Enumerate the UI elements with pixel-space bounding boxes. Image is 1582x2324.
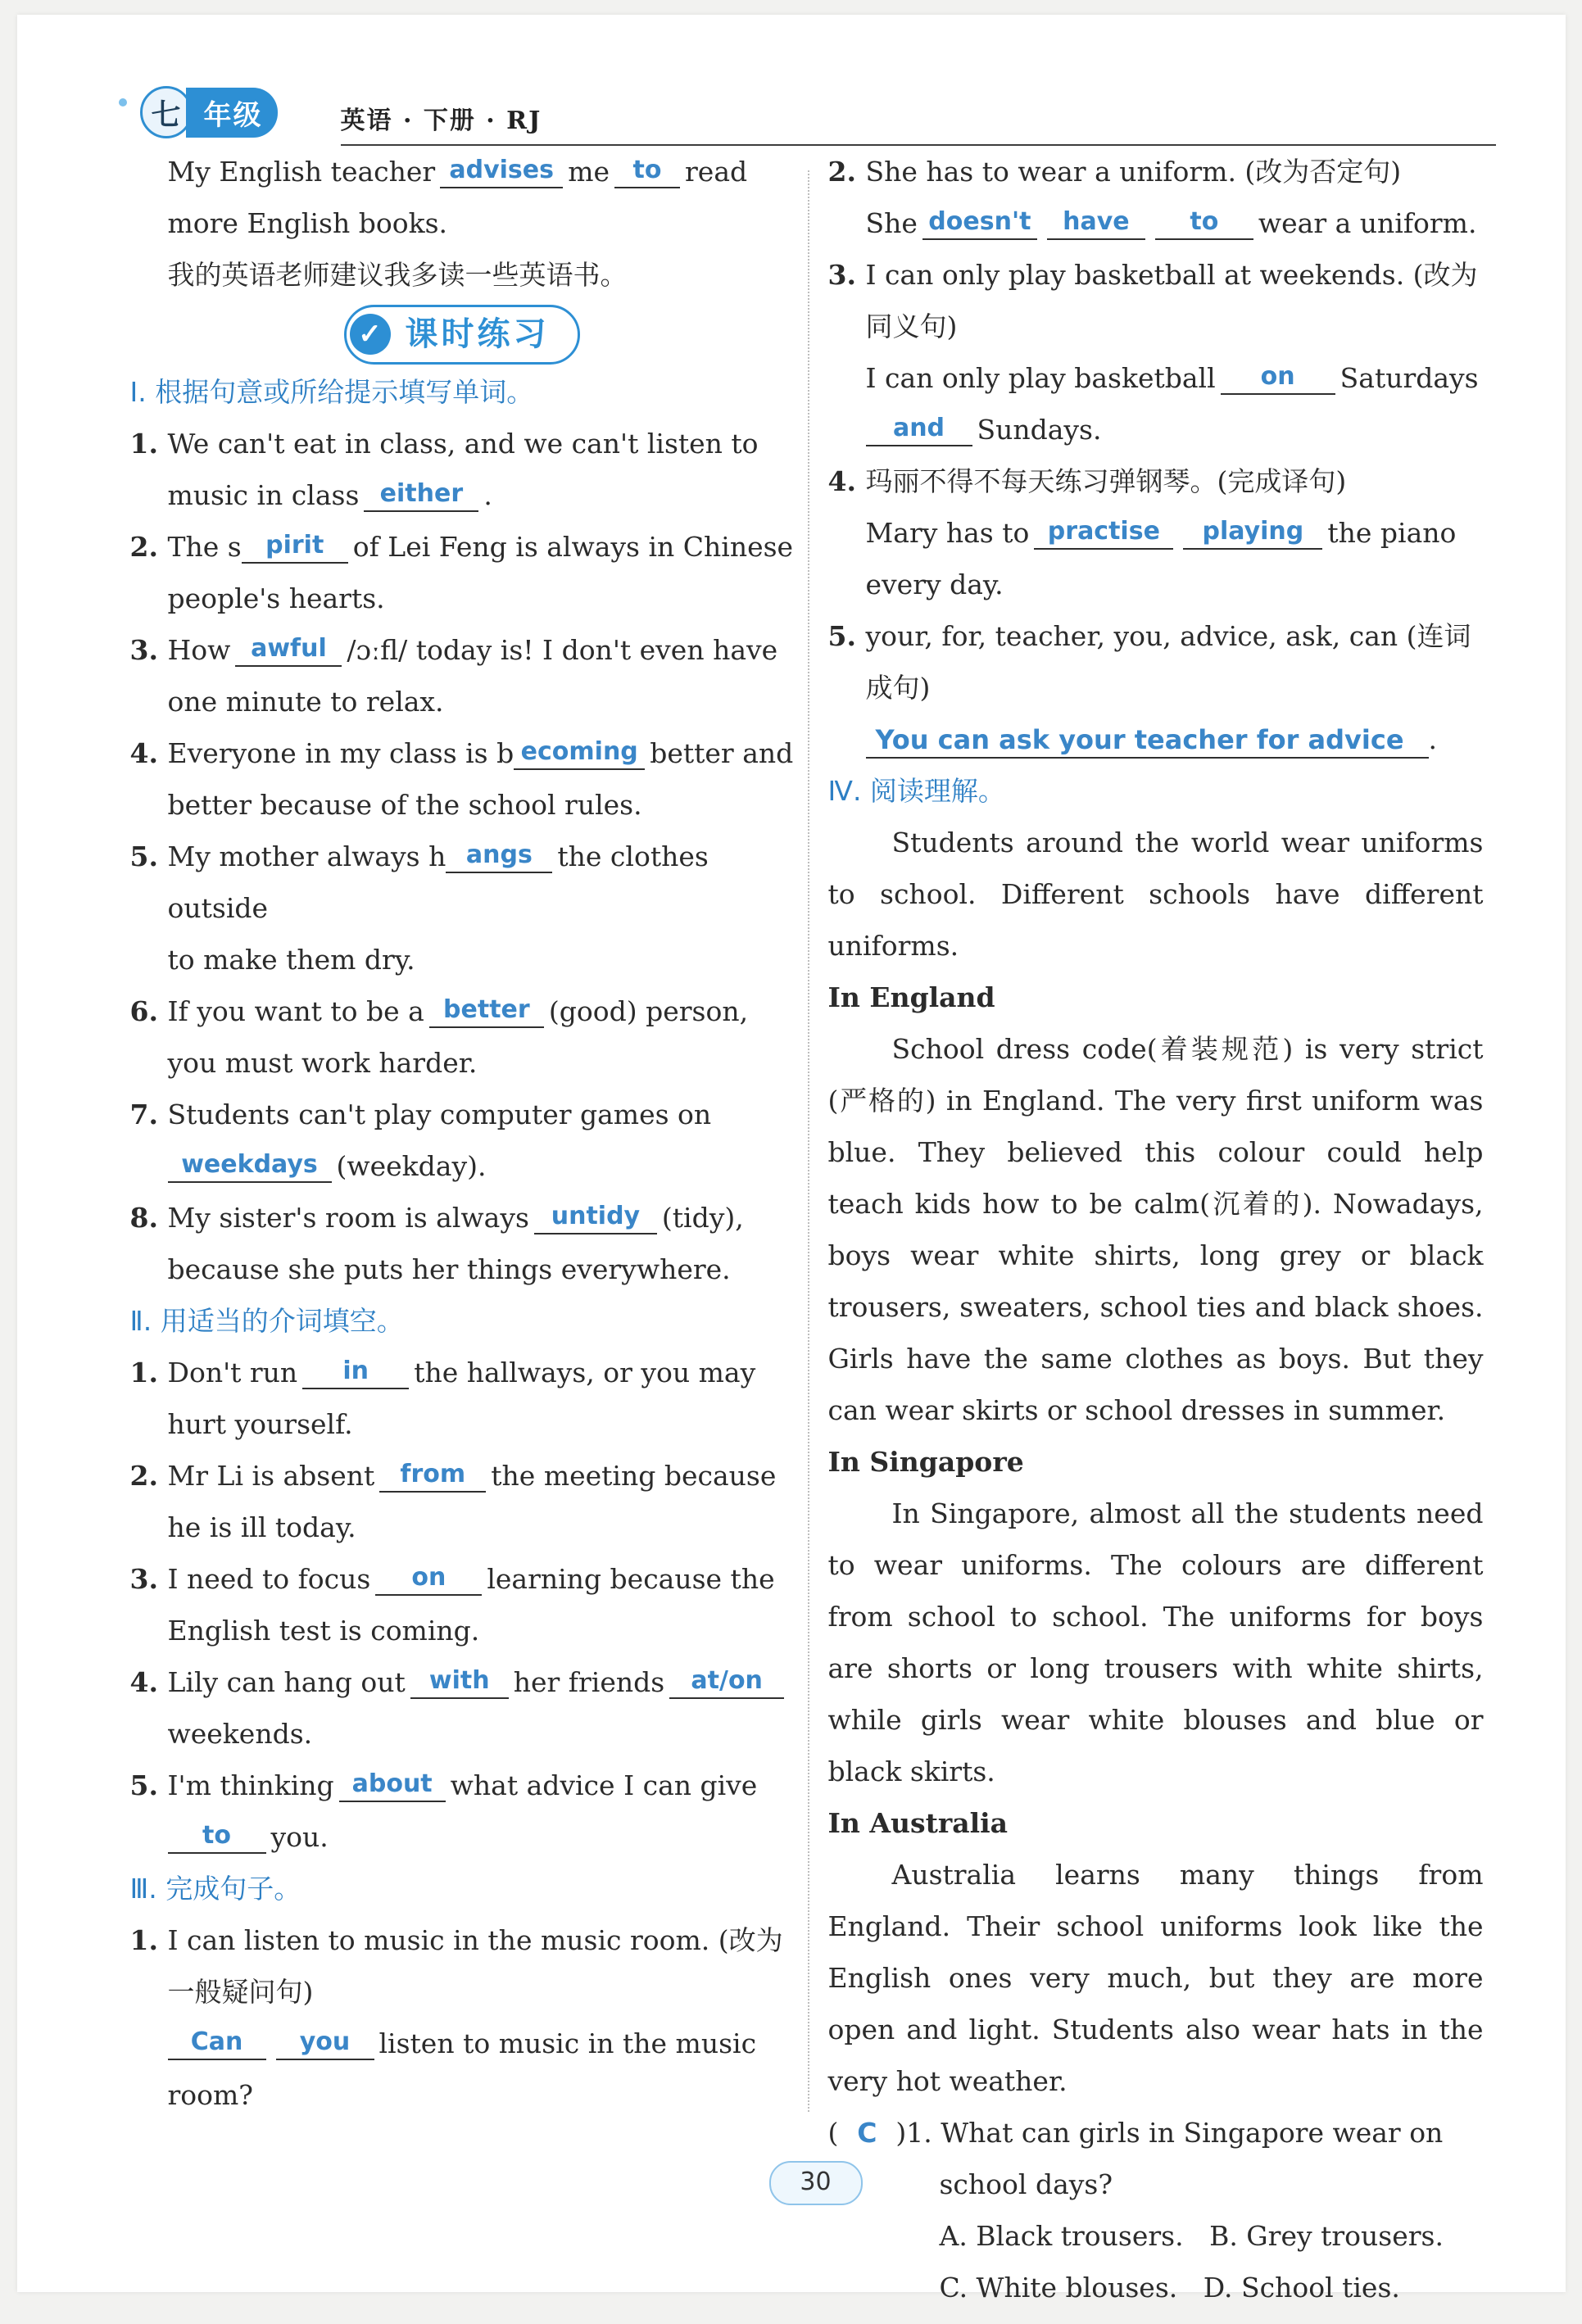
- answer-blank: about: [339, 1768, 446, 1802]
- choice-answer: C: [857, 2117, 877, 2149]
- question-number: 2.: [129, 531, 158, 563]
- text: She: [865, 207, 918, 239]
- question-number: 3.: [827, 259, 856, 291]
- reading-subheading: In Australia: [827, 1807, 1009, 1839]
- question-number: 4.: [129, 1666, 158, 1698]
- question-number: 1.: [906, 2117, 932, 2149]
- text: If you want to be a: [167, 995, 424, 1027]
- text: read: [685, 156, 748, 188]
- answer-blank: weekdays: [168, 1148, 332, 1183]
- question: [130, 1553, 794, 1656]
- question: [130, 1450, 794, 1553]
- question-number: 1.: [129, 1357, 158, 1389]
- text: (tidy),: [661, 1202, 744, 1234]
- text: her friends: [513, 1666, 665, 1698]
- text: people's hearts.: [167, 582, 385, 614]
- answer-blank: at/on: [669, 1665, 784, 1699]
- question-number: 1.: [129, 428, 158, 460]
- text: We can't eat in class, and we can't listen to: [167, 428, 759, 460]
- answer-blank: to: [168, 1819, 266, 1854]
- option-b: B. Grey trousers.: [1209, 2220, 1444, 2252]
- question-number: 5.: [129, 1769, 158, 1801]
- text: music in class: [167, 479, 360, 511]
- answer-blank: ecoming: [514, 736, 645, 770]
- question: [828, 249, 1484, 455]
- answer-blank: from: [379, 1458, 486, 1493]
- text: school days?: [939, 2168, 1113, 2200]
- text: hurt yourself.: [167, 1408, 353, 1440]
- text: Saturdays: [1339, 362, 1479, 394]
- question: [130, 985, 794, 1089]
- question-number: 2.: [129, 1460, 158, 1492]
- answer-blank: and: [866, 412, 972, 446]
- text: your, for, teacher, you, advice, ask, can (连词成句): [865, 620, 1471, 704]
- question-number: 5.: [827, 620, 856, 652]
- text: My mother always h: [167, 840, 446, 872]
- text: weekends.: [167, 1718, 313, 1750]
- question-number: 4.: [129, 737, 158, 769]
- answer-blank: you: [276, 2026, 374, 2060]
- answer-blank: to: [614, 154, 680, 188]
- text: Students can't play computer games on: [167, 1099, 712, 1130]
- text: I need to focus: [167, 1563, 371, 1595]
- grade-badge: [140, 87, 278, 138]
- translation: 我的英语老师建议我多读一些英语书。: [167, 259, 628, 291]
- reading-question: ( C )1. What can girls in Singapore wear on school days? A. Black trousers. B. Grey trousers. C. White blouses. D. School ties.: [828, 2107, 1484, 2313]
- text: he is ill today.: [167, 1511, 356, 1543]
- answer-blank: to: [1155, 206, 1253, 240]
- answer-blank: on: [375, 1561, 482, 1596]
- question-number: 4.: [827, 465, 856, 497]
- text: English test is coming.: [167, 1615, 480, 1647]
- answer-blank: on: [1221, 360, 1335, 395]
- reading-paragraph: School dress code(着装规范) is very strict (严格的) in England. The very first uniform was blue. They believed this colour could help teach kids how to be calm(沉着的). Nowadays, boys wear white shirts, long grey or black trousers, sweaters, school ties and black shoes. Girls have the same clothes as boys. But they can wear skirts or school dresses in summer.: [827, 1033, 1484, 1426]
- text: the meeting because: [491, 1460, 777, 1492]
- reading-paragraph: In Singapore, almost all the students need to wear uniforms. The colours are different from school to school. The uniforms for boys are shorts or long trousers with white shirts, while girls wear white blouses and blue or black skirts.: [827, 1497, 1484, 1787]
- text: I can listen to music in the music room. (改为: [167, 1924, 783, 1956]
- answer-blank: untidy: [534, 1200, 657, 1234]
- text: Sundays.: [977, 414, 1102, 446]
- text: better and: [650, 737, 794, 769]
- text: She has to wear a uniform. (改为否定句): [865, 156, 1402, 188]
- text: the clothes outside: [167, 840, 709, 924]
- question-number: 6.: [129, 995, 158, 1027]
- section-title: Ⅲ. 完成句子。: [129, 1873, 301, 1905]
- text: I can only play basketball at weekends. (改为: [865, 259, 1478, 291]
- question: [130, 1656, 794, 1760]
- text: What can girls in Singapore wear on: [941, 2117, 1444, 2149]
- question-number: 8.: [129, 1202, 158, 1234]
- banner-pill: [344, 305, 580, 365]
- text: Lily can hang out: [167, 1666, 406, 1698]
- text: My sister's room is always: [167, 1202, 529, 1234]
- text: because she puts her things everywhere.: [167, 1253, 731, 1285]
- answer-blank: in: [302, 1355, 409, 1389]
- answer-blank: advises: [440, 154, 563, 188]
- question: [828, 146, 1484, 249]
- question: [130, 1347, 794, 1450]
- answer-blank: have: [1047, 206, 1145, 240]
- text: room?: [167, 2079, 253, 2111]
- text: Everyone in my class is b: [167, 737, 514, 769]
- answer-blank: angs: [446, 839, 552, 873]
- text: (good) person,: [548, 995, 749, 1027]
- text: Don't run: [167, 1357, 298, 1389]
- left-column: [130, 146, 794, 2121]
- question: [828, 610, 1484, 765]
- right-column: [828, 146, 1484, 2313]
- text: (weekday).: [336, 1150, 487, 1182]
- text: 玛丽不得不每天练习弹钢琴。(完成译句): [865, 465, 1347, 497]
- answer-blank: awful: [235, 632, 342, 667]
- question: [130, 831, 794, 985]
- grade-tag: 年级: [186, 88, 278, 138]
- intro-example: [130, 146, 794, 301]
- answer-blank: with: [410, 1665, 509, 1699]
- text: 同义句): [865, 310, 958, 342]
- text: I can only play basketball: [865, 362, 1216, 394]
- question: [130, 624, 794, 727]
- option-a: A. Black trousers.: [939, 2220, 1184, 2252]
- reading-paragraph: Students around the world wear uniforms to school. Different schools have different uniforms.: [827, 827, 1484, 962]
- text: more English books.: [167, 207, 447, 239]
- option-c: C. White blouses.: [939, 2272, 1178, 2304]
- grade-char: 七: [140, 86, 193, 138]
- question: [130, 521, 794, 624]
- text: the hallways, or you may: [414, 1357, 756, 1389]
- section-title: Ⅳ. 阅读理解。: [827, 775, 1005, 807]
- page-number: 30: [769, 2161, 863, 2205]
- book-info: 英语 · 下册 · RJ: [340, 106, 542, 135]
- question: [130, 1089, 794, 1192]
- option-d: D. School ties.: [1203, 2272, 1400, 2304]
- practice-banner: [130, 306, 794, 363]
- decorative-dot: [119, 98, 127, 106]
- question-number: 3.: [129, 634, 158, 666]
- reading-paragraph: Australia learns many things from England. Their school uniforms look like the English ones very much, but they are more open and light. Students also wear hats in the very hot weather.: [827, 1859, 1484, 2097]
- text: the piano: [1327, 517, 1457, 549]
- answer-blank: playing: [1183, 515, 1322, 550]
- question-number: 5.: [129, 840, 158, 872]
- text: How: [167, 634, 231, 666]
- text: /ɔːfl/ today is! I don't even have: [347, 634, 778, 666]
- text: .: [1428, 723, 1438, 755]
- reading-subheading: In Singapore: [827, 1446, 1024, 1478]
- column-divider: [808, 170, 809, 2112]
- question: [130, 1914, 794, 2121]
- answer-blank: Can: [168, 2026, 266, 2060]
- workbook-page: [17, 15, 1566, 2304]
- text: My English teacher: [167, 156, 436, 188]
- text: better because of the school rules.: [167, 789, 642, 821]
- answer-blank: either: [364, 478, 478, 512]
- text: The s: [167, 531, 242, 563]
- question: [130, 418, 794, 521]
- text: Mr Li is absent: [167, 1460, 375, 1492]
- text: every day.: [865, 569, 1004, 600]
- question: [130, 1760, 794, 1863]
- text: 一般疑问句): [167, 1976, 314, 2008]
- text: .: [483, 479, 492, 511]
- question-number: 7.: [129, 1099, 158, 1130]
- answer-blank: better: [429, 994, 544, 1028]
- answer-blank: You can ask your teacher for advice: [866, 723, 1429, 759]
- banner-title: 课时练习: [405, 315, 550, 353]
- question: [828, 455, 1484, 610]
- section-title: Ⅱ. 用适当的介词填空。: [129, 1305, 404, 1337]
- text: you must work harder.: [167, 1047, 478, 1079]
- text: listen to music in the music: [379, 2027, 757, 2059]
- text: learning because the: [487, 1563, 775, 1595]
- answer-blank: practise: [1034, 515, 1173, 550]
- answer-blank: pirit: [242, 529, 348, 564]
- text: to make them dry.: [167, 944, 415, 976]
- text: what advice I can give: [450, 1769, 758, 1801]
- question-number: 3.: [129, 1563, 158, 1595]
- text: Mary has to: [865, 517, 1030, 549]
- question: [130, 727, 794, 831]
- question-number: 2.: [827, 156, 856, 188]
- section-title: Ⅰ. 根据句意或所给提示填写单词。: [129, 376, 534, 408]
- question-number: 1.: [129, 1924, 158, 1956]
- reading-subheading: In England: [827, 981, 995, 1013]
- page-header: [124, 87, 1484, 144]
- text: I'm thinking: [167, 1769, 334, 1801]
- answer-blank: doesn't: [922, 206, 1037, 240]
- text: me: [568, 156, 610, 188]
- text: wear a uniform.: [1258, 207, 1477, 239]
- question: [130, 1192, 794, 1295]
- text: one minute to relax.: [167, 686, 444, 718]
- text: you.: [270, 1821, 329, 1853]
- text: of Lei Feng is always in Chinese: [352, 531, 794, 563]
- check-icon: ✓: [350, 314, 391, 355]
